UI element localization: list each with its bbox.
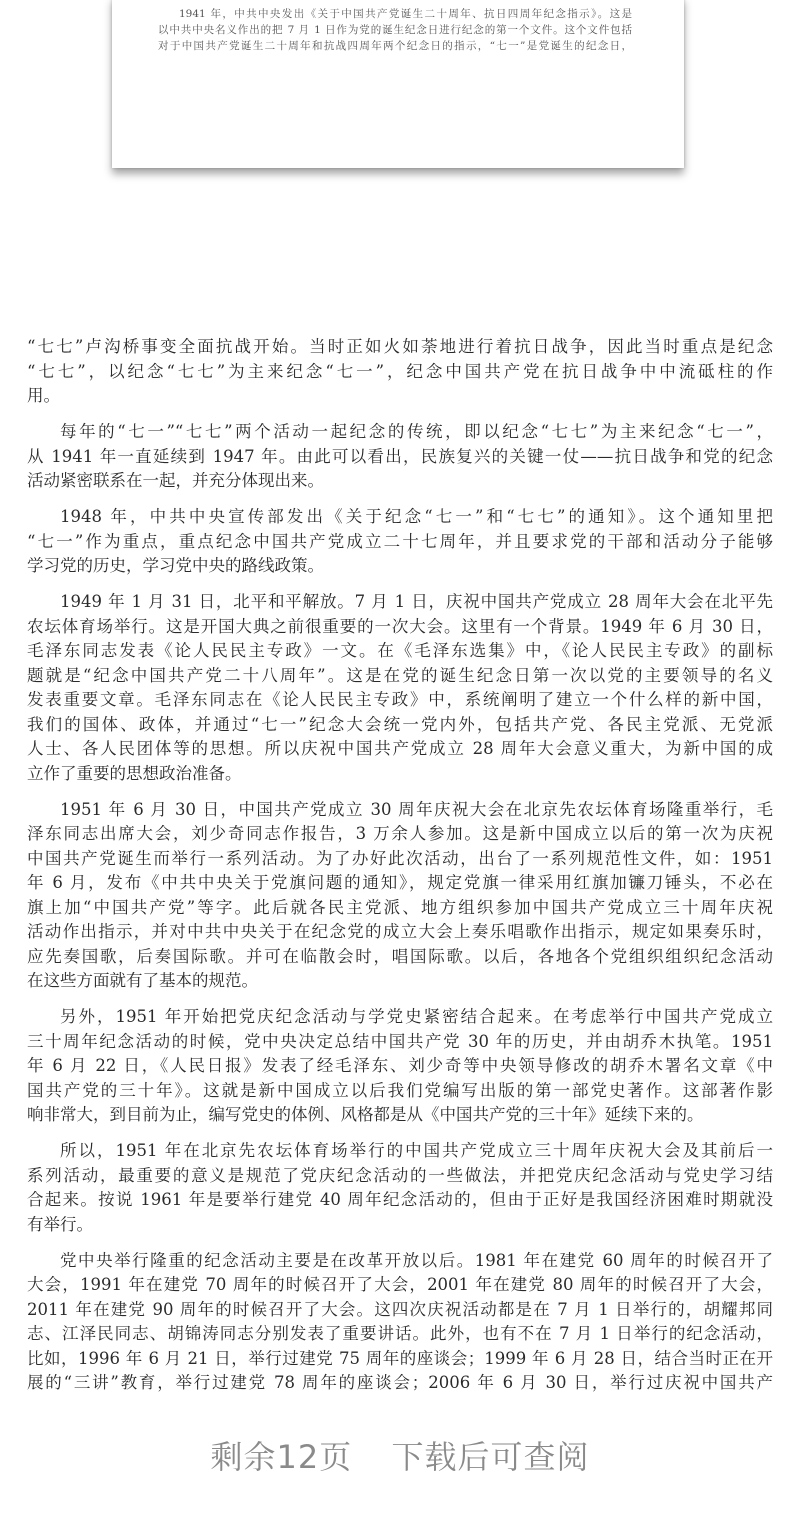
paragraph-line: 每年的“七一”“七七”两个活动一起纪念的传统，即以纪念“七七”为主来纪念“七一”， (60, 422, 773, 441)
paragraph-line: 2011 年在建党 90 周年的时候召开了大会。这四次庆祝活动都是在 7 月 1 日举行的，胡耀邦同 (27, 1299, 773, 1319)
paragraph (27, 1249, 773, 1396)
paragraph-line: 1951 年 6 月 30 日，中国共产党成立 30 周年庆祝大会在北京先农坛体育场隆重举行，毛 (60, 799, 773, 819)
paragraph-line: 1949 年 1 月 31 日，北平和平解放。7 月 1 日，庆祝中国共产党成立 28 周年大会在北平先 (60, 592, 773, 611)
paragraph-line: “七七”，以纪念“七七”为主来纪念“七一”，纪念中国共产党在抗日战争中中流砥柱的作 (27, 361, 773, 381)
paragraph-line: 响非常大，到目前为止，编写党史的体例、风格都是从《中国共产党的三十年》延续下来的。 (27, 1105, 704, 1124)
remaining-pages-label[interactable]: 剩余12页 (210, 1438, 353, 1476)
download-to-view-label[interactable]: 下载后可查阅 (391, 1438, 590, 1476)
paragraph (27, 335, 773, 409)
paragraph-line: 发表重要文章。毛泽东同志在《论人民民主专政》中，系统阐明了建立一个什么样的新中国， (27, 690, 773, 709)
paragraph (27, 505, 773, 579)
paragraph-line: 泽东同志出席大会，刘少奇同志作报告，3 万余人参加。这是新中国成立以后的第一次为庆祝 (27, 824, 773, 843)
paragraph-line: 所以，1951 年在北京先农坛体育场举行的中国共产党成立三十周年庆祝大会及其前后一 (60, 1141, 773, 1160)
paragraph (27, 590, 773, 786)
paragraph-line: 立作了重要的思想政治准备。 (27, 763, 242, 783)
paragraph-line: “七七”卢沟桥事变全面抗战开始。当时正如火如荼地进行着抗日战争，因此当时重点是纪念 (27, 337, 773, 356)
paragraph-line: 我们的国体、政体，并通过“七一”纪念大会统一党内外，包括共产党、各民主党派、无党派 (27, 714, 773, 734)
paragraph-line: 用。 (27, 386, 60, 405)
paragraph-line: 农坛体育场举行。这是开国大典之前很重要的一次大会。这里有一个背景。1949 年 6 月 30 日， (27, 616, 773, 636)
paragraph-line: 志、江泽民同志、胡锦涛同志分别发表了重要讲话。此外，也有不在 7 月 1 日举行的纪念活动， (27, 1324, 773, 1343)
paragraph-line: 年 6 月，发布《中共中央关于党旗问题的通知》，规定党旗一律采用红旗加镰刀锤头，不必在 (27, 873, 773, 892)
paragraph-line: 比如，1996 年 6 月 21 日，举行过建党 75 周年的座谈会；1999 年 6 月 28 日，结合当时正在开 (27, 1348, 773, 1368)
paragraph-line: 大会，1991 年在建党 70 周年的时候召开了大会，2001 年在建党 80 周年的时候召开了大会， (27, 1275, 773, 1294)
paragraph-line: 题就是“纪念中国共产党二十八周年”。这是在党的诞生纪念日第一次以党的主要领导的名义 (27, 665, 773, 685)
paragraph-line: 人士、各人民团体等的思想。所以庆祝中国共产党成立 28 周年大会意义重大，为新中国的成 (27, 739, 773, 758)
paragraph-line: 旗上加“中国共产党”等字。此后就各民主党派、地方组织参加中国共产党成立三十周年庆祝 (27, 897, 773, 917)
paragraph-line: 学习党的历史，学习党中央的路线政策。 (27, 556, 324, 575)
preview-text-line: 对于中国共产党诞生二十周年和抗战四周年两个纪念日的指示，“七一”是党诞生的纪念日， (158, 40, 632, 52)
paragraph-line: 有举行。 (27, 1214, 93, 1234)
paragraph-line: 党中央举行隆重的纪念活动主要是在改革开放以后。1981 年在建党 60 周年的时候召开了 (60, 1250, 773, 1270)
paragraph (27, 420, 773, 494)
paragraph-line: 1948 年，中共中央宣传部发出《关于纪念“七一”和“七七”的通知》。这个通知里把 (60, 507, 773, 526)
paragraph-line: 从 1941 年一直延续到 1947 年。由此可以看出，民族复兴的关键一仗——抗日战争和党的纪念 (27, 446, 773, 466)
paragraph (27, 798, 773, 994)
download-prompt[interactable] (0, 1432, 800, 1478)
paragraph-line: 活动作出指示，并对中共中央关于在纪念党的成立大会上奏乐唱歌作出指示，规定如果奏乐时， (27, 922, 773, 941)
paragraph-line: 中国共产党诞生而举行一系列活动。为了办好此次活动，出台了一系列规范性文件，如：1951 (27, 848, 773, 868)
paragraph-line: “七一”作为重点，重点纪念中国共产党成立二十七周年，并且要求党的干部和活动分子能够 (27, 531, 773, 551)
paragraph-line: 国共产党的三十年》。这就是新中国成立以后我们党编写出版的第一部党史著作。这部著作影 (27, 1080, 773, 1100)
preview-page-card (112, 0, 684, 168)
document-body (27, 335, 773, 1407)
paragraph-line: 年 6 月 22 日，《人民日报》发表了经毛泽东、刘少奇等中央领导修改的胡乔木署名文章《中 (27, 1056, 773, 1075)
preview-page-text (158, 6, 632, 54)
paragraph-line: 三十周年纪念活动的时候，党中央决定总结中国共产党 30 年的历史，并由胡乔木执笔。1951 (27, 1031, 773, 1051)
preview-text-line: 1941 年，中共中央发出《关于中国共产党诞生二十周年、抗日四周年纪念指示》。这是 (179, 8, 632, 20)
paragraph-line: 系列活动，最重要的意义是规范了党庆纪念活动的一些做法，并把党庆纪念活动与党史学习结 (27, 1165, 773, 1185)
preview-text-line: 以中共中央名义作出的把 7 月 1 日作为党的诞生纪念日进行纪念的第一个文件。这个文件包括 (158, 24, 632, 36)
paragraph-line: 另外，1951 年开始把党庆纪念活动与学党史紧密结合起来。在考虑举行中国共产党成立 (60, 1007, 773, 1026)
paragraph-line: 合起来。按说 1961 年是要举行建党 40 周年纪念活动的，但由于正好是我国经济困难时期就没 (27, 1190, 773, 1209)
paragraph-line: 在这些方面就有了基本的规范。 (27, 971, 258, 990)
paragraph (27, 1139, 773, 1237)
paragraph-line: 活动紧密联系在一起，并充分体现出来。 (27, 471, 324, 490)
paragraph-line: 毛泽东同志发表《论人民民主专政》一文。在《毛泽东选集》中，《论人民民主专政》的副标 (27, 641, 773, 660)
paragraph-line: 应先奏国歌，后奏国际歌。并可在临散会时，唱国际歌。以后，各地各个党组织组织纪念活动 (27, 946, 773, 966)
paragraph (27, 1005, 773, 1128)
paragraph-line: 展的“三讲”教育，举行过建党 78 周年的座谈会；2006 年 6 月 30 日，举行过庆祝中国共产 (27, 1373, 773, 1392)
